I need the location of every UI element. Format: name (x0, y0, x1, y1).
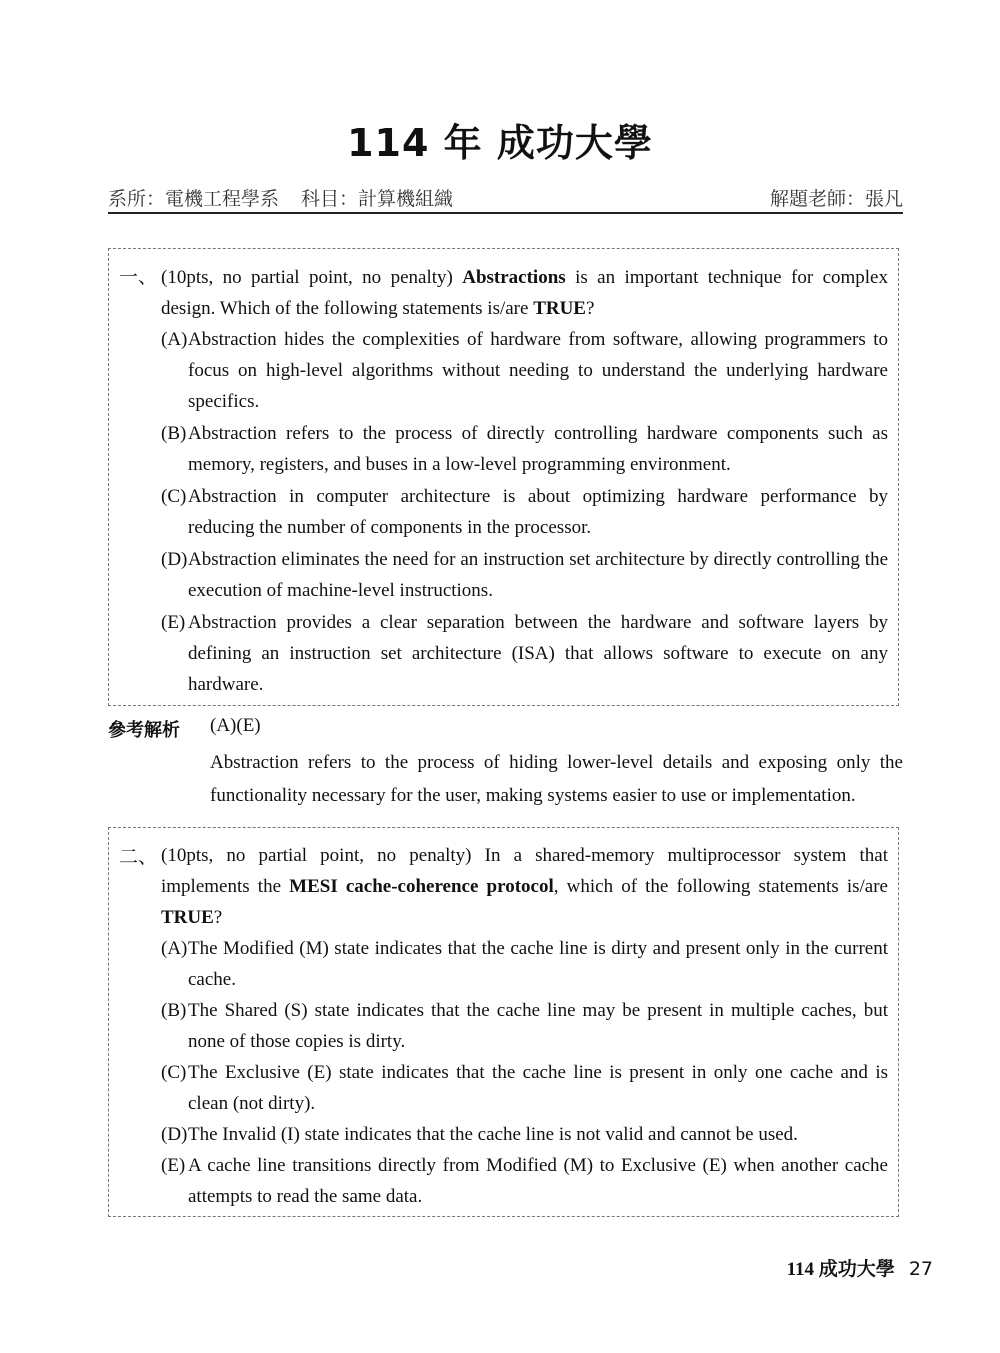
question-stem (161, 262, 888, 324)
option-label: (A) (161, 938, 188, 959)
page-footer (787, 1254, 933, 1281)
stem-keyword: Abstractions (462, 267, 566, 288)
question-number: 一、 (119, 266, 158, 288)
option-text: The Modified (M) state indicates that the cache line is dirty and present only in the current cache. (188, 938, 888, 990)
answer-label: 參考解析 (108, 720, 180, 741)
option-d (161, 544, 888, 606)
option-c (161, 1057, 888, 1119)
question-stem (161, 840, 888, 933)
stem-text: , which of the following statements is/are (553, 876, 888, 897)
option-text: Abstraction in computer architecture is about optimizing hardware performance by reducing the number of components in the processor. (188, 486, 888, 538)
answer-key: (A)(E) (210, 715, 261, 736)
question-1-box (108, 248, 899, 706)
option-label: (D) (161, 1124, 188, 1145)
option-text: The Invalid (I) state indicates that the cache line is not valid and cannot be used. (188, 1124, 798, 1145)
subject-label: 科目：計算機組織 (301, 188, 454, 210)
option-a (161, 324, 888, 417)
option-text: Abstraction provides a clear separation between the hardware and software layers by defining an instruction set architecture (ISA) that allows software to execute on any hardware. (188, 612, 888, 695)
option-label: (E) (161, 1155, 186, 1176)
option-label: (C) (161, 1062, 187, 1083)
stem-text: (10pts, no partial point, no penalty) In a shared-memory multiprocessor system that implements the (161, 845, 888, 897)
department-label: 系所：電機工程學系 (108, 188, 280, 210)
stem-text: ? (213, 907, 223, 928)
question-2-box (108, 827, 899, 1217)
stem-keyword: MESI cache-coherence protocol (289, 876, 554, 897)
page-title: 114 年 成功大學 (347, 121, 653, 165)
option-text: A cache line transitions directly from Modified (M) to Exclusive (E) when another cache attempts to read the same data. (188, 1155, 888, 1207)
option-label: (B) (161, 423, 187, 444)
page-number: 27 (908, 1258, 933, 1280)
stem-text: ? (585, 298, 595, 319)
option-label: (E) (161, 612, 186, 633)
header-meta (108, 184, 903, 214)
teacher-label: 解題老師：張凡 (769, 188, 903, 210)
option-e (161, 607, 888, 700)
option-a (161, 933, 888, 995)
option-c (161, 481, 888, 543)
answer-explanation: Abstraction refers to the process of hiding lower-level details and exposing only the functionality necessary for the user, making systems easier to use or implementation. (210, 752, 903, 806)
stem-true: TRUE (161, 907, 214, 928)
option-d (161, 1119, 888, 1150)
option-label: (B) (161, 1000, 187, 1021)
option-text: Abstraction refers to the process of directly controlling hardware components such as memory, registers, and buses in a low-level programming environment. (188, 423, 888, 475)
option-label: (D) (161, 549, 188, 570)
book-title: 114 成功大學 (786, 1259, 895, 1280)
question-number: 二、 (119, 846, 158, 868)
option-e (161, 1150, 888, 1212)
option-text: The Exclusive (E) state indicates that the cache line is present in only one cache and is clean (not dirty). (188, 1062, 888, 1114)
option-label: (C) (161, 486, 187, 507)
stem-true: TRUE (533, 298, 586, 319)
option-text: The Shared (S) state indicates that the cache line may be present in multiple caches, but none of those copies is dirty. (188, 1000, 888, 1052)
option-label: (A) (161, 329, 188, 350)
option-text: Abstraction eliminates the need for an instruction set architecture by directly controlling the execution of machine-level instructions. (188, 549, 888, 601)
option-b (161, 418, 888, 480)
stem-text: is an important technique for complex design. Which of the following statements is/are (161, 267, 888, 319)
option-text: Abstraction hides the complexities of hardware from software, allowing programmers to focus on high-level algorithms without needing to understand the underlying hardware specifics. (188, 329, 888, 412)
stem-text: (10pts, no partial point, no penalty) (161, 267, 463, 288)
option-b (161, 995, 888, 1057)
